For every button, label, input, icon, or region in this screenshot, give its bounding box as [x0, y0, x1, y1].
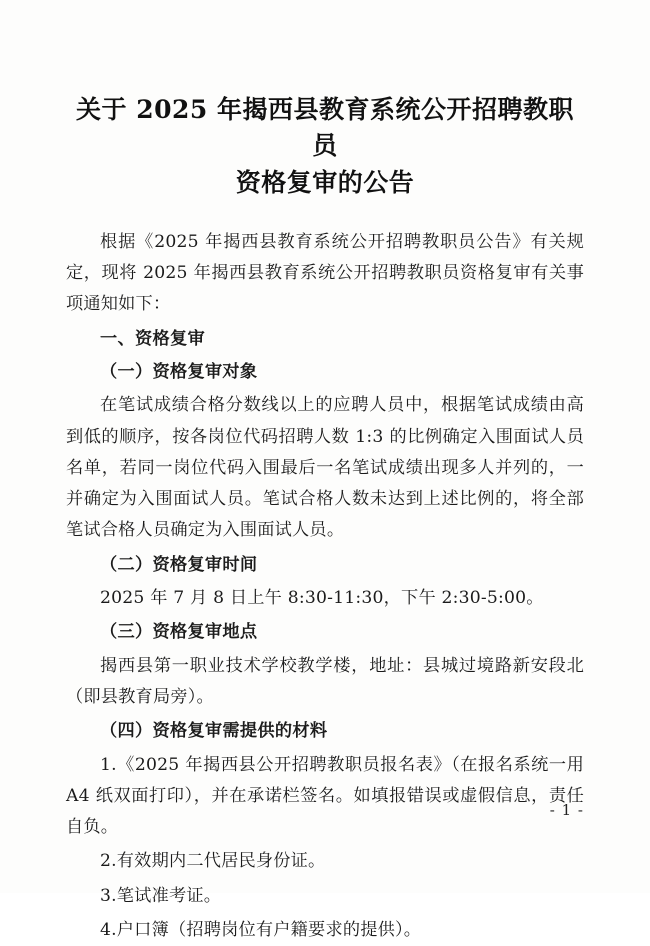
heading-subsection-1-2: （二）资格复审时间 — [100, 554, 258, 575]
page-title-line-1: 关于 2025 年揭西县教育系统公开招聘教职员 — [76, 95, 574, 161]
paragraph-material-item-2: 2.有效期内二代居民身份证。 — [100, 851, 326, 872]
paragraph-intro: 根据《2025 年揭西县教育系统公开招聘教职员公告》有关规定，现将 2025 年揭西县教育系统公开招聘教职员资格复审有关事项通知如下： — [66, 231, 584, 315]
heading-subsection-1-1: （一）资格复审对象 — [100, 361, 258, 382]
paragraph-material-item-4: 4.户口簿（招聘岗位有户籍要求的提供）。 — [100, 919, 422, 940]
paragraph-material-item-1: 1.《2025 年揭西县公开招聘教职员报名表》（在报名系统一用 A4 纸双面打印），并在承诺栏签名。如填报错误或虚假信息，责任自负。 — [66, 754, 584, 838]
paragraph-review-location: 揭西县第一职业技术学校教学楼，地址：县城过境路新安段北（即县教育局旁）。 — [66, 655, 584, 707]
heading-subsection-1-4: （四）资格复审需提供的材料 — [100, 721, 328, 742]
heading-subsection-1-3: （三）资格复审地点 — [100, 622, 258, 643]
page-number: - 1 - — [549, 801, 584, 819]
page-title — [66, 92, 584, 201]
paragraph-material-item-3: 3.笔试准考证。 — [100, 885, 222, 906]
paragraph-review-targets: 在笔试成绩合格分数线以上的应聘人员中，根据笔试成绩由高到低的顺序，按各岗位代码招聘人数 1:3 的比例确定入围面试人员名单，若同一岗位代码入围最后一名笔试成绩出现多人并列的，一并确定为入围面试人员。笔试合格人数未达到上述比例的，将全部笔试合格人员确定为入围面试人员。 — [66, 395, 584, 541]
heading-section-1: 一、资格复审 — [100, 328, 205, 349]
document-body — [66, 227, 584, 946]
paragraph-review-time: 2025 年 7 月 8 日上午 8:30-11:30，下午 2:30-5:00。 — [100, 588, 544, 609]
page-title-line-2: 资格复审的公告 — [235, 167, 415, 197]
